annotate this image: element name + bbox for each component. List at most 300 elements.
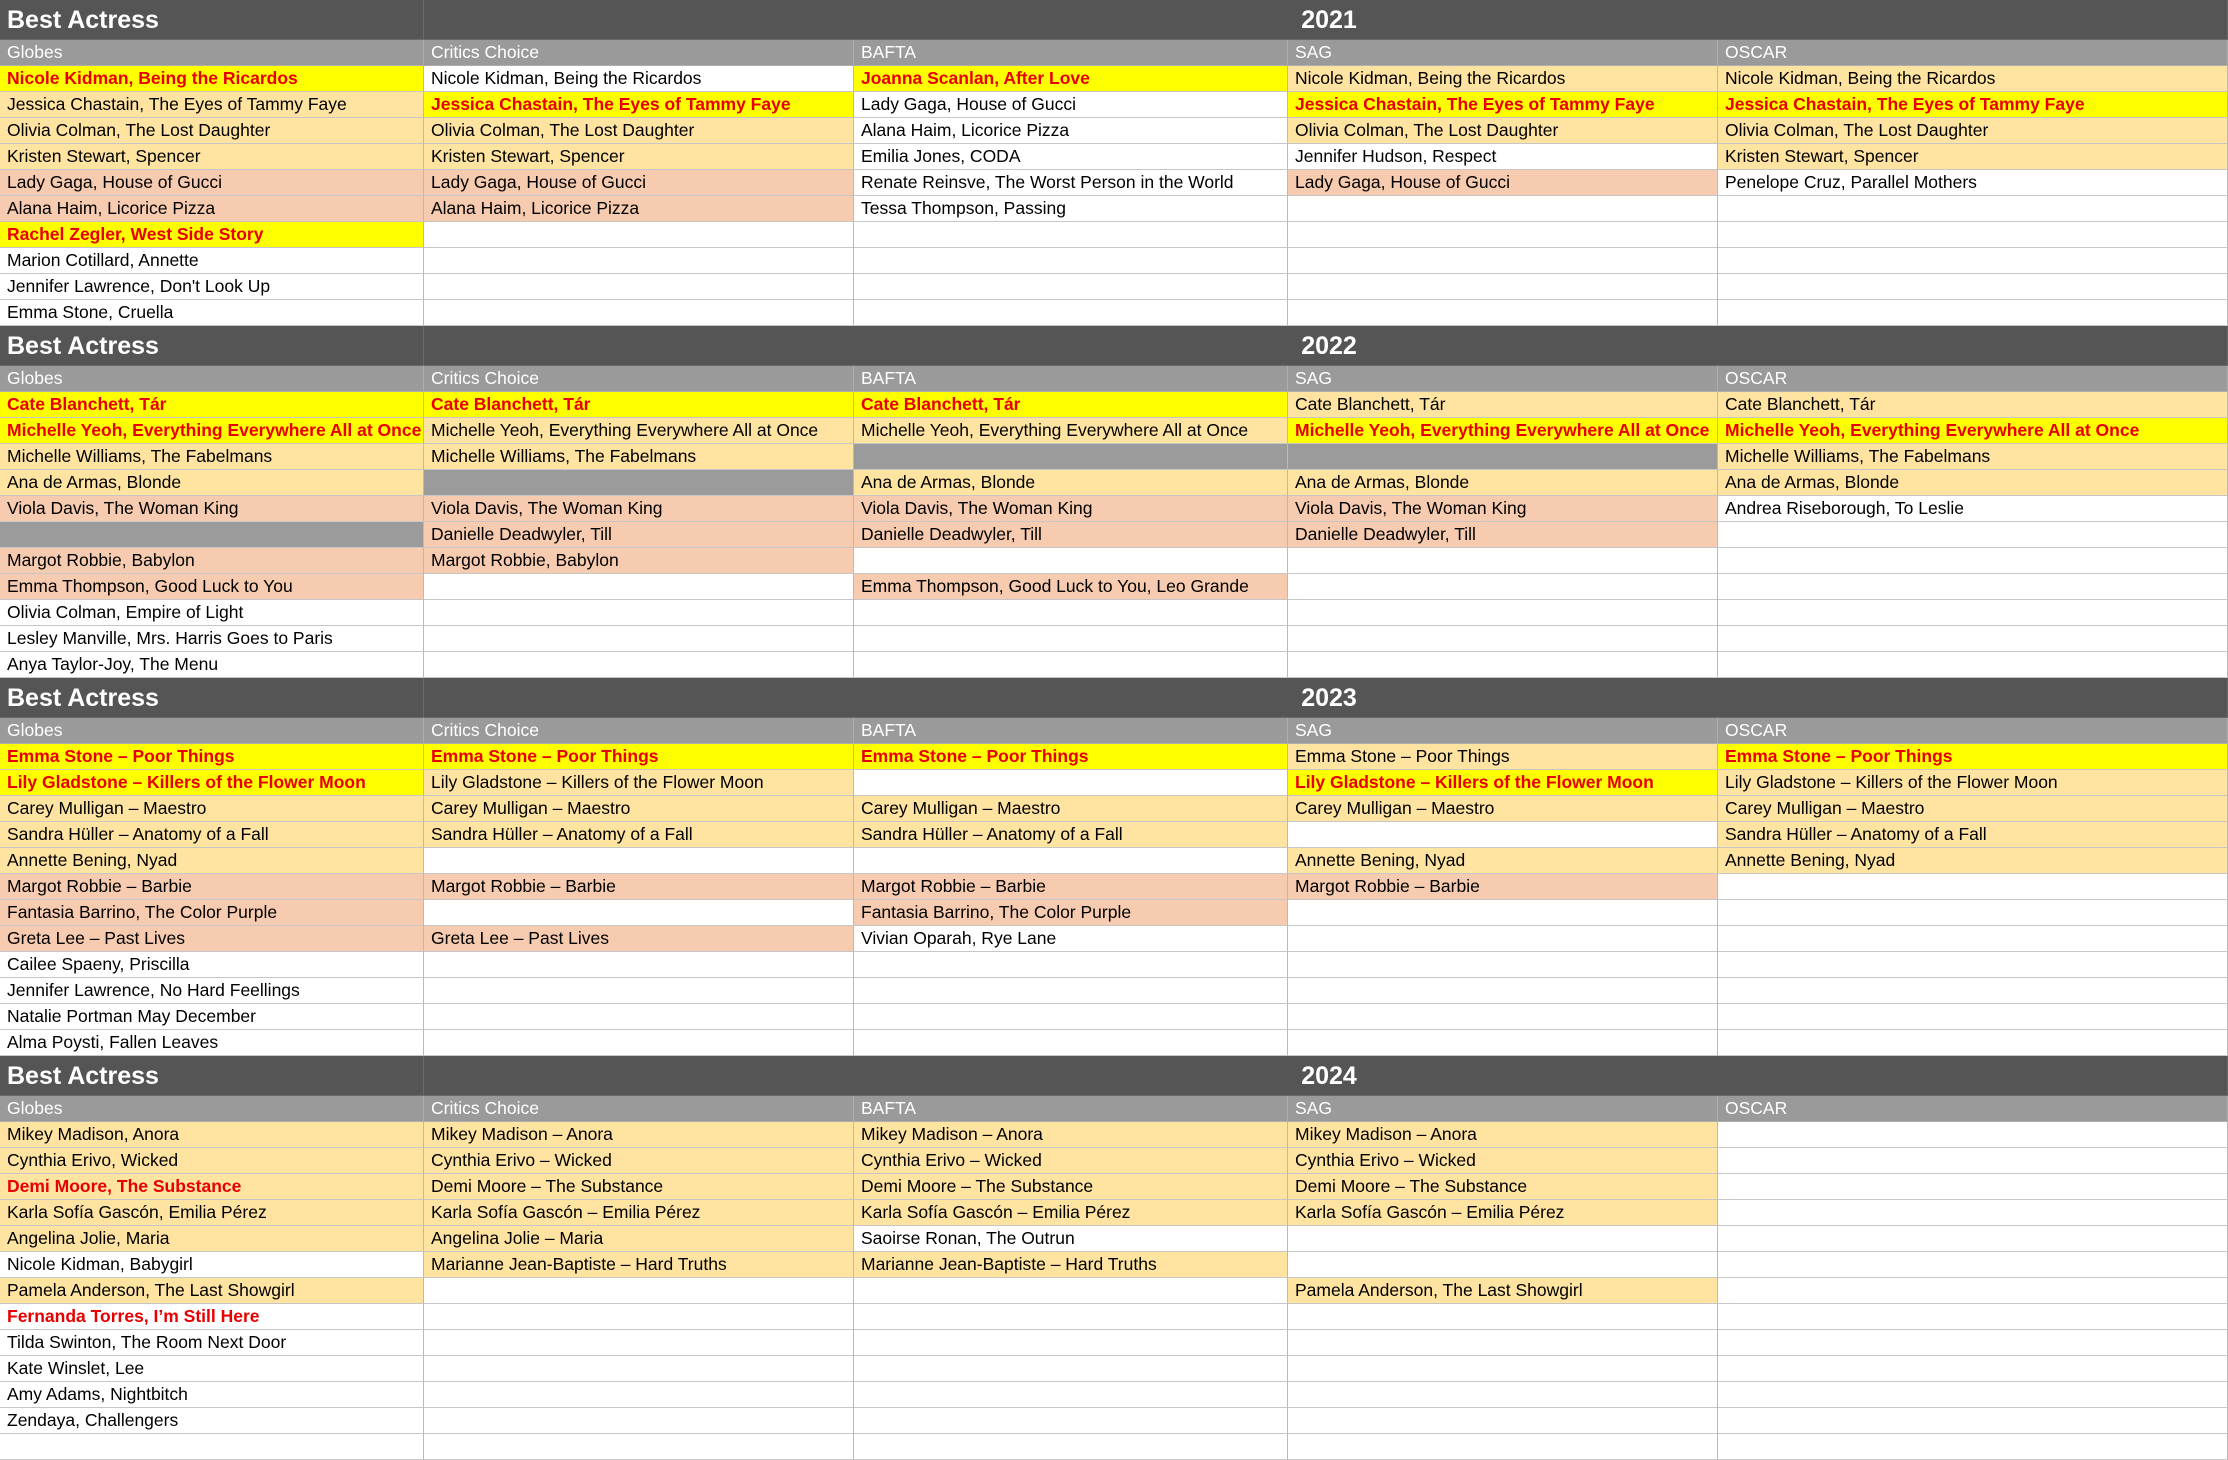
nominee-cell[interactable]: Mikey Madison – Anora [424,1122,854,1148]
table-row [0,1004,2228,1030]
nominee-cell[interactable]: Jessica Chastain, The Eyes of Tammy Faye [424,92,854,118]
nominee-cell[interactable]: Zendaya, Challengers [0,1408,424,1434]
nominee-cell[interactable] [424,652,854,678]
nominee-cell[interactable]: Cynthia Erivo – Wicked [1288,1148,1718,1174]
nominee-cell[interactable] [854,222,1288,248]
nominee-cell[interactable] [1718,248,2228,274]
nominee-cell[interactable]: Emma Thompson, Good Luck to You, Leo Grande [854,574,1288,600]
nominee-cell[interactable]: Lily Gladstone – Killers of the Flower Moon [424,770,854,796]
table-row [0,1148,2228,1174]
nominee-cell[interactable]: Danielle Deadwyler, Till [1288,522,1718,548]
nominee-cell[interactable] [1288,574,1718,600]
column-header-sag[interactable]: SAG [1288,1096,1718,1122]
nominee-cell[interactable] [1718,1304,2228,1330]
nominee-cell[interactable] [854,626,1288,652]
section-title-row [0,1056,2228,1096]
nominee-cell[interactable] [1718,1030,2228,1056]
column-header-oscar[interactable]: OSCAR [1718,1096,2228,1122]
nominee-cell[interactable]: Olivia Colman, The Lost Daughter [1288,118,1718,144]
nominee-cell[interactable]: Alana Haim, Licorice Pizza [424,196,854,222]
nominee-cell[interactable] [1288,300,1718,326]
nominee-cell[interactable] [1718,900,2228,926]
nominee-cell[interactable] [1288,274,1718,300]
nominee-cell[interactable] [1718,274,2228,300]
nominee-cell[interactable]: Cate Blanchett, Tár [1718,392,2228,418]
nominee-cell[interactable]: Margot Robbie, Babylon [424,548,854,574]
nominee-cell[interactable] [1718,548,2228,574]
nominee-cell[interactable] [424,1330,854,1356]
nominee-cell[interactable]: Karla Sofía Gascón – Emilia Pérez [854,1200,1288,1226]
nominee-cell[interactable]: Viola Davis, The Woman King [854,496,1288,522]
nominee-cell[interactable]: Tessa Thompson, Passing [854,196,1288,222]
section-year[interactable]: 2024 [424,1056,2228,1096]
nominee-cell[interactable] [854,1330,1288,1356]
nominee-cell[interactable] [854,444,1288,470]
nominee-cell[interactable] [424,1356,854,1382]
column-header-sag[interactable]: SAG [1288,40,1718,66]
nominee-cell[interactable] [854,1408,1288,1434]
table-row [0,1330,2228,1356]
nominee-cell[interactable]: Demi Moore – The Substance [1288,1174,1718,1200]
table-row [0,1200,2228,1226]
nominee-cell[interactable] [1718,1200,2228,1226]
nominee-cell[interactable]: Lady Gaga, House of Gucci [424,170,854,196]
nominee-cell[interactable]: Emma Stone – Poor Things [1718,744,2228,770]
nominee-cell[interactable]: Lily Gladstone – Killers of the Flower Moon [1718,770,2228,796]
nominee-cell[interactable] [854,1304,1288,1330]
nominee-cell[interactable] [1718,874,2228,900]
nominee-cell[interactable]: Sandra Hüller – Anatomy of a Fall [424,822,854,848]
nominee-cell[interactable] [0,522,424,548]
table-row [0,92,2228,118]
nominee-cell[interactable]: Sandra Hüller – Anatomy of a Fall [0,822,424,848]
nominee-cell[interactable]: Tilda Swinton, The Room Next Door [0,1330,424,1356]
table-row [0,1226,2228,1252]
nominee-cell[interactable] [1718,952,2228,978]
nominee-cell[interactable]: Marianne Jean-Baptiste – Hard Truths [854,1252,1288,1278]
nominee-cell[interactable]: Cate Blanchett, Tár [0,392,424,418]
nominee-cell[interactable]: Carey Mulligan – Maestro [1288,796,1718,822]
nominee-cell[interactable]: Jessica Chastain, The Eyes of Tammy Faye [1288,92,1718,118]
column-header-bafta[interactable]: BAFTA [854,718,1288,744]
nominee-cell[interactable] [1718,926,2228,952]
nominee-cell[interactable]: Michelle Yeoh, Everything Everywhere All at Once [854,418,1288,444]
table-row [0,1382,2228,1408]
nominee-cell[interactable] [1288,1304,1718,1330]
year-section-2023 [0,678,2228,1056]
nominee-cell[interactable] [424,1382,854,1408]
table-row [0,744,2228,770]
nominee-cell[interactable]: Cynthia Erivo – Wicked [424,1148,854,1174]
nominee-cell[interactable] [1288,196,1718,222]
table-row [0,600,2228,626]
nominee-cell[interactable]: Ana de Armas, Blonde [1718,470,2228,496]
nominee-cell[interactable]: Sandra Hüller – Anatomy of a Fall [1718,822,2228,848]
nominee-cell[interactable] [1288,1382,1718,1408]
table-row [0,952,2228,978]
nominee-cell[interactable] [1718,1226,2228,1252]
section-year[interactable]: 2023 [424,678,2228,718]
nominee-cell[interactable] [424,1278,854,1304]
table-row [0,1408,2228,1434]
table-row [0,926,2228,952]
nominee-cell[interactable]: Michelle Yeoh, Everything Everywhere All at Once [1718,418,2228,444]
nominee-cell[interactable]: Demi Moore – The Substance [424,1174,854,1200]
nominee-cell[interactable] [424,274,854,300]
nominee-cell[interactable]: Olivia Colman, The Lost Daughter [1718,118,2228,144]
column-header-bafta[interactable]: BAFTA [854,40,1288,66]
nominee-cell[interactable]: Renate Reinsve, The Worst Person in the World [854,170,1288,196]
nominee-cell[interactable]: Viola Davis, The Woman King [1288,496,1718,522]
nominee-cell[interactable] [424,1434,854,1460]
nominee-cell[interactable] [424,1030,854,1056]
nominee-cell[interactable] [1718,1278,2228,1304]
nominee-cell[interactable]: Jennifer Hudson, Respect [1288,144,1718,170]
column-header-globes[interactable]: Globes [0,1096,424,1122]
nominee-cell[interactable] [1718,1004,2228,1030]
nominee-cell[interactable]: Rachel Zegler, West Side Story [0,222,424,248]
nominee-cell[interactable]: Nicole Kidman, Being the Ricardos [424,66,854,92]
nominee-cell[interactable] [424,978,854,1004]
nominee-cell[interactable]: Margot Robbie, Babylon [0,548,424,574]
nominee-cell[interactable]: Olivia Colman, The Lost Daughter [0,118,424,144]
nominee-cell[interactable]: Annette Bening, Nyad [1718,848,2228,874]
nominee-cell[interactable]: Emma Stone – Poor Things [854,744,1288,770]
table-row [0,1122,2228,1148]
nominee-cell[interactable] [424,470,854,496]
nominee-cell[interactable]: Amy Adams, Nightbitch [0,1382,424,1408]
nominee-cell[interactable] [1718,300,2228,326]
nominee-cell[interactable]: Vivian Oparah, Rye Lane [854,926,1288,952]
table-row [0,392,2228,418]
nominee-cell[interactable] [424,600,854,626]
nominee-cell[interactable] [1288,652,1718,678]
nominee-cell[interactable]: Angelina Jolie, Maria [0,1226,424,1252]
nominee-cell[interactable]: Emma Stone, Cruella [0,300,424,326]
nominee-cell[interactable]: Carey Mulligan – Maestro [854,796,1288,822]
nominee-cell[interactable]: Kate Winslet, Lee [0,1356,424,1382]
nominee-cell[interactable]: Alana Haim, Licorice Pizza [0,196,424,222]
nominee-cell[interactable]: Pamela Anderson, The Last Showgirl [1288,1278,1718,1304]
nominee-cell[interactable] [1718,600,2228,626]
nominee-cell[interactable] [1288,248,1718,274]
nominee-cell[interactable]: Natalie Portman May December [0,1004,424,1030]
nominee-cell[interactable] [854,652,1288,678]
nominee-cell[interactable]: Margot Robbie – Barbie [1288,874,1718,900]
nominee-cell[interactable]: Penelope Cruz, Parallel Mothers [1718,170,2228,196]
nominee-cell[interactable]: Lady Gaga, House of Gucci [854,92,1288,118]
nominee-cell[interactable] [854,548,1288,574]
nominee-cell[interactable]: Mikey Madison – Anora [854,1122,1288,1148]
nominee-cell[interactable]: Alana Haim, Licorice Pizza [854,118,1288,144]
nominee-cell[interactable] [1718,1434,2228,1460]
nominee-cell[interactable] [1288,900,1718,926]
nominee-cell[interactable] [854,848,1288,874]
nominee-cell[interactable]: Demi Moore – The Substance [854,1174,1288,1200]
nominee-cell[interactable]: Saoirse Ronan, The Outrun [854,1226,1288,1252]
nominee-cell[interactable]: Margot Robbie – Barbie [424,874,854,900]
section-year[interactable]: 2021 [424,0,2228,40]
nominee-cell[interactable] [1718,1382,2228,1408]
nominee-cell[interactable]: Michelle Yeoh, Everything Everywhere All at Once [0,418,424,444]
nominee-cell[interactable] [854,300,1288,326]
nominee-cell[interactable] [1288,222,1718,248]
nominee-cell[interactable] [1288,1408,1718,1434]
table-row [0,978,2228,1004]
nominee-cell[interactable] [1288,926,1718,952]
column-header-oscar[interactable]: OSCAR [1718,366,2228,392]
table-row [0,796,2228,822]
nominee-cell[interactable] [1718,626,2228,652]
nominee-cell[interactable]: Jennifer Lawrence, No Hard Feellings [0,978,424,1004]
nominee-cell[interactable] [1718,522,2228,548]
nominee-cell[interactable] [1288,548,1718,574]
nominee-cell[interactable]: Viola Davis, The Woman King [424,496,854,522]
nominee-cell[interactable] [854,1030,1288,1056]
nominee-cell[interactable]: Carey Mulligan – Maestro [0,796,424,822]
nominee-cell[interactable] [1718,1330,2228,1356]
table-row [0,1030,2228,1056]
nominee-cell[interactable]: Emma Stone – Poor Things [0,744,424,770]
table-row [0,470,2228,496]
nominee-cell[interactable]: Nicole Kidman, Babygirl [0,1252,424,1278]
column-header-oscar[interactable]: OSCAR [1718,40,2228,66]
nominee-cell[interactable] [424,300,854,326]
column-header-critics-choice[interactable]: Critics Choice [424,366,854,392]
nominee-cell[interactable] [1718,1122,2228,1148]
table-row [0,1174,2228,1200]
table-row [0,118,2228,144]
nominee-cell[interactable]: Viola Davis, The Woman King [0,496,424,522]
nominee-cell[interactable]: Kristen Stewart, Spencer [424,144,854,170]
year-section-2024 [0,1056,2228,1460]
nominee-cell[interactable]: Lesley Manville, Mrs. Harris Goes to Paris [0,626,424,652]
nominee-cell[interactable] [1718,574,2228,600]
nominee-cell[interactable] [1718,1148,2228,1174]
nominee-cell[interactable] [424,222,854,248]
nominee-cell[interactable]: Mikey Madison, Anora [0,1122,424,1148]
nominee-cell[interactable]: Nicole Kidman, Being the Ricardos [1718,66,2228,92]
nominee-cell[interactable]: Cynthia Erivo, Wicked [0,1148,424,1174]
nominee-cell[interactable]: Cate Blanchett, Tár [854,392,1288,418]
nominee-cell[interactable]: Andrea Riseborough, To Leslie [1718,496,2228,522]
column-header-critics-choice[interactable]: Critics Choice [424,1096,854,1122]
nominee-cell[interactable]: Demi Moore, The Substance [0,1174,424,1200]
nominee-cell[interactable]: Ana de Armas, Blonde [854,470,1288,496]
nominee-cell[interactable]: Emma Stone – Poor Things [1288,744,1718,770]
table-row [0,444,2228,470]
nominee-cell[interactable]: Angelina Jolie – Maria [424,1226,854,1252]
nominee-cell[interactable]: Karla Sofía Gascón, Emilia Pérez [0,1200,424,1226]
nominee-cell[interactable] [424,248,854,274]
nominee-cell[interactable] [1288,1226,1718,1252]
table-row [0,874,2228,900]
nominee-cell[interactable] [1288,1030,1718,1056]
nominee-cell[interactable] [1288,444,1718,470]
nominee-cell[interactable]: Kristen Stewart, Spencer [1718,144,2228,170]
nominee-cell[interactable]: Margot Robbie – Barbie [854,874,1288,900]
nominee-cell[interactable]: Olivia Colman, The Lost Daughter [424,118,854,144]
nominee-cell[interactable] [1288,822,1718,848]
nominee-cell[interactable] [1718,196,2228,222]
column-header-sag[interactable]: SAG [1288,718,1718,744]
nominee-cell[interactable] [1288,1356,1718,1382]
nominee-cell[interactable]: Marianne Jean-Baptiste – Hard Truths [424,1252,854,1278]
nominee-cell[interactable] [1718,1408,2228,1434]
nominee-cell[interactable] [424,1304,854,1330]
nominee-cell[interactable]: Cynthia Erivo – Wicked [854,1148,1288,1174]
nominee-cell[interactable]: Cailee Spaeny, Priscilla [0,952,424,978]
nominee-cell[interactable] [0,1434,424,1460]
table-row [0,144,2228,170]
nominee-cell[interactable]: Emma Stone – Poor Things [424,744,854,770]
nominee-cell[interactable]: Danielle Deadwyler, Till [424,522,854,548]
nominee-cell[interactable]: Nicole Kidman, Being the Ricardos [0,66,424,92]
nominee-cell[interactable] [1288,1252,1718,1278]
year-section-2022 [0,326,2228,678]
nominee-cell[interactable]: Cate Blanchett, Tár [424,392,854,418]
nominee-cell[interactable] [424,626,854,652]
nominee-cell[interactable]: Joanna Scanlan, After Love [854,66,1288,92]
column-header-bafta[interactable]: BAFTA [854,366,1288,392]
nominee-cell[interactable]: Carey Mulligan – Maestro [1718,796,2228,822]
column-header-row [0,366,2228,392]
column-header-globes[interactable]: Globes [0,718,424,744]
nominee-cell[interactable]: Ana de Armas, Blonde [0,470,424,496]
column-header-globes[interactable]: Globes [0,366,424,392]
nominee-cell[interactable]: Fantasia Barrino, The Color Purple [854,900,1288,926]
nominee-cell[interactable]: Jennifer Lawrence, Don't Look Up [0,274,424,300]
nominee-cell[interactable]: Karla Sofía Gascón – Emilia Pérez [1288,1200,1718,1226]
nominee-cell[interactable]: Emilia Jones, CODA [854,144,1288,170]
nominee-cell[interactable]: Ana de Armas, Blonde [1288,470,1718,496]
nominee-cell[interactable]: Danielle Deadwyler, Till [854,522,1288,548]
column-header-critics-choice[interactable]: Critics Choice [424,718,854,744]
section-label[interactable]: Best Actress [0,0,424,40]
nominee-cell[interactable] [1288,952,1718,978]
nominee-cell[interactable] [854,1004,1288,1030]
nominee-cell[interactable] [424,952,854,978]
nominee-cell[interactable]: Fantasia Barrino, The Color Purple [0,900,424,926]
nominee-cell[interactable] [1718,222,2228,248]
nominee-cell[interactable]: Anya Taylor-Joy, The Menu [0,652,424,678]
nominee-cell[interactable]: Greta Lee – Past Lives [0,926,424,952]
section-label[interactable]: Best Actress [0,678,424,718]
nominee-cell[interactable]: Alma Poysti, Fallen Leaves [0,1030,424,1056]
nominee-cell[interactable]: Michelle Yeoh, Everything Everywhere All at Once [424,418,854,444]
section-label[interactable]: Best Actress [0,1056,424,1096]
section-label[interactable]: Best Actress [0,326,424,366]
nominee-cell[interactable] [854,274,1288,300]
nominee-cell[interactable]: Kristen Stewart, Spencer [0,144,424,170]
nominee-cell[interactable]: Marion Cotillard, Annette [0,248,424,274]
nominee-cell[interactable] [854,1278,1288,1304]
table-row [0,626,2228,652]
nominee-cell[interactable]: Lady Gaga, House of Gucci [1288,170,1718,196]
nominee-cell[interactable] [854,1382,1288,1408]
nominee-cell[interactable]: Annette Bening, Nyad [0,848,424,874]
table-row [0,222,2228,248]
section-title-row [0,326,2228,366]
nominee-cell[interactable] [854,978,1288,1004]
nominee-cell[interactable]: Emma Thompson, Good Luck to You [0,574,424,600]
nominee-cell[interactable]: Michelle Williams, The Fabelmans [0,444,424,470]
column-header-critics-choice[interactable]: Critics Choice [424,40,854,66]
nominee-cell[interactable] [424,1004,854,1030]
nominee-cell[interactable] [424,1408,854,1434]
nominee-cell[interactable]: Jessica Chastain, The Eyes of Tammy Faye [1718,92,2228,118]
table-row [0,848,2228,874]
nominee-cell[interactable] [424,574,854,600]
nominee-cell[interactable]: Michelle Yeoh, Everything Everywhere All at Once [1288,418,1718,444]
nominee-cell[interactable]: Karla Sofía Gascón – Emilia Pérez [424,1200,854,1226]
nominee-cell[interactable] [424,900,854,926]
nominee-cell[interactable] [1718,1174,2228,1200]
table-row [0,196,2228,222]
column-header-sag[interactable]: SAG [1288,366,1718,392]
nominee-cell[interactable] [1288,978,1718,1004]
column-header-oscar[interactable]: OSCAR [1718,718,2228,744]
nominee-cell[interactable]: Michelle Williams, The Fabelmans [424,444,854,470]
nominee-cell[interactable]: Lily Gladstone – Killers of the Flower Moon [1288,770,1718,796]
nominee-cell[interactable] [854,600,1288,626]
table-row [0,248,2228,274]
nominee-cell[interactable] [1718,652,2228,678]
nominee-cell[interactable]: Michelle Williams, The Fabelmans [1718,444,2228,470]
nominee-cell[interactable]: Nicole Kidman, Being the Ricardos [1288,66,1718,92]
nominee-cell[interactable] [1718,1252,2228,1278]
nominee-cell[interactable] [854,1356,1288,1382]
nominee-cell[interactable]: Jessica Chastain, The Eyes of Tammy Faye [0,92,424,118]
column-header-globes[interactable]: Globes [0,40,424,66]
nominee-cell[interactable] [854,248,1288,274]
table-row [0,900,2228,926]
nominee-cell[interactable]: Fernanda Torres, I’m Still Here [0,1304,424,1330]
nominee-cell[interactable]: Cate Blanchett, Tár [1288,392,1718,418]
nominee-cell[interactable]: Greta Lee – Past Lives [424,926,854,952]
table-row [0,522,2228,548]
table-row [0,574,2228,600]
nominee-cell[interactable] [1718,1356,2228,1382]
nominee-cell[interactable]: Pamela Anderson, The Last Showgirl [0,1278,424,1304]
nominee-cell[interactable]: Lady Gaga, House of Gucci [0,170,424,196]
nominee-cell[interactable]: Mikey Madison – Anora [1288,1122,1718,1148]
nominee-cell[interactable] [854,952,1288,978]
nominee-cell[interactable] [854,1434,1288,1460]
nominee-cell[interactable]: Sandra Hüller – Anatomy of a Fall [854,822,1288,848]
table-row [0,1278,2228,1304]
nominee-cell[interactable] [854,770,1288,796]
nominee-cell[interactable] [424,848,854,874]
table-row [0,822,2228,848]
nominee-cell[interactable]: Lily Gladstone – Killers of the Flower Moon [0,770,424,796]
nominee-cell[interactable] [1288,626,1718,652]
nominee-cell[interactable]: Olivia Colman, Empire of Light [0,600,424,626]
section-year[interactable]: 2022 [424,326,2228,366]
nominee-cell[interactable] [1288,600,1718,626]
nominee-cell[interactable] [1288,1004,1718,1030]
nominee-cell[interactable]: Margot Robbie – Barbie [0,874,424,900]
nominee-cell[interactable]: Annette Bening, Nyad [1288,848,1718,874]
column-header-bafta[interactable]: BAFTA [854,1096,1288,1122]
nominee-cell[interactable] [1288,1434,1718,1460]
table-row [0,770,2228,796]
table-row [0,652,2228,678]
nominee-cell[interactable] [1288,1330,1718,1356]
nominee-cell[interactable]: Carey Mulligan – Maestro [424,796,854,822]
column-header-row [0,718,2228,744]
nominee-cell[interactable] [1718,978,2228,1004]
